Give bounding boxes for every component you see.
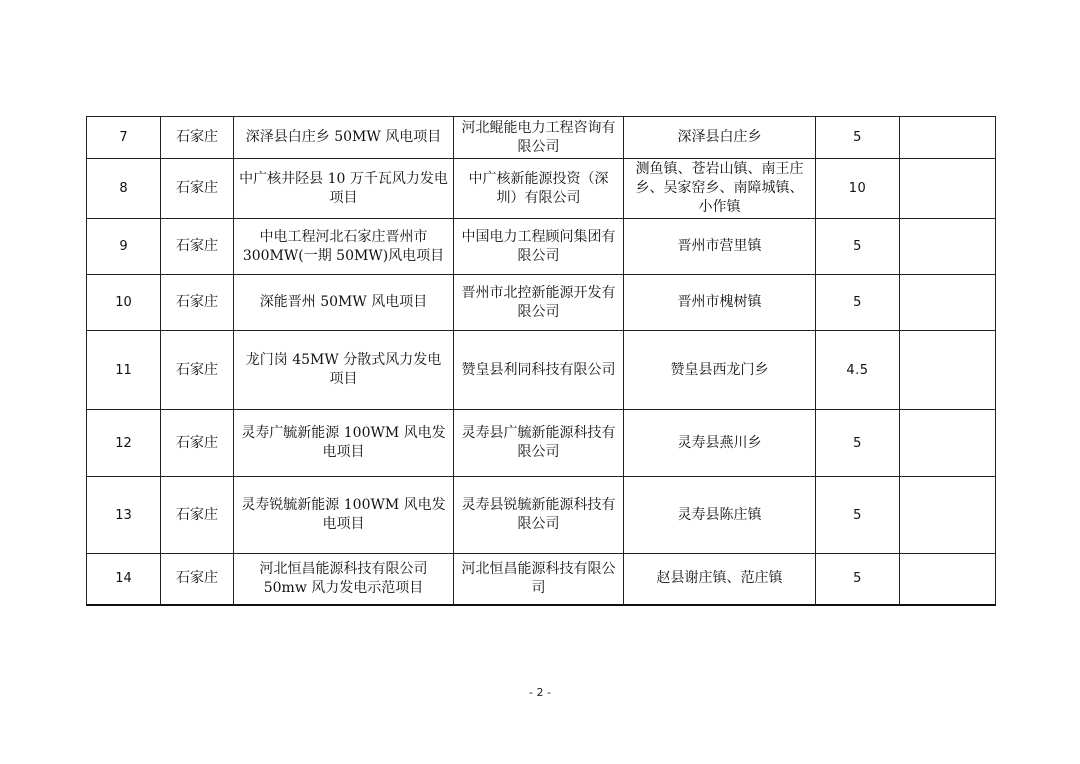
note-cell [900, 219, 996, 275]
capacity-cell: 10 [816, 159, 900, 219]
company-cell: 中国电力工程顾问集团有限公司 [454, 219, 624, 275]
table-row [87, 410, 996, 477]
table-row [87, 159, 996, 219]
project-name-cell: 深泽县白庄乡 50MW 风电项目 [234, 117, 454, 159]
table-row [87, 275, 996, 331]
city-cell: 石家庄 [161, 331, 234, 410]
project-name-cell: 河北恒昌能源科技有限公司 50mw 风力发电示范项目 [234, 554, 454, 605]
company-cell: 灵寿县广毓新能源科技有限公司 [454, 410, 624, 477]
row-number: 11 [87, 331, 161, 410]
row-number: 9 [87, 219, 161, 275]
location-cell: 赵县谢庄镇、范庄镇 [624, 554, 816, 605]
project-name-cell: 灵寿锐毓新能源 100WM 风电发电项目 [234, 477, 454, 554]
table-row [87, 219, 996, 275]
note-cell [900, 331, 996, 410]
company-cell: 赞皇县利同科技有限公司 [454, 331, 624, 410]
company-cell: 灵寿县锐毓新能源科技有限公司 [454, 477, 624, 554]
city-cell: 石家庄 [161, 275, 234, 331]
company-cell: 晋州市北控新能源开发有限公司 [454, 275, 624, 331]
table-row [87, 117, 996, 159]
capacity-cell: 5 [816, 554, 900, 605]
location-cell: 晋州市营里镇 [624, 219, 816, 275]
note-cell [900, 159, 996, 219]
city-cell: 石家庄 [161, 477, 234, 554]
row-number: 7 [87, 117, 161, 159]
project-name-cell: 灵寿广毓新能源 100WM 风电发电项目 [234, 410, 454, 477]
row-number: 14 [87, 554, 161, 605]
capacity-cell: 5 [816, 219, 900, 275]
location-cell: 赞皇县西龙门乡 [624, 331, 816, 410]
company-cell: 中广核新能源投资（深圳）有限公司 [454, 159, 624, 219]
company-cell: 河北恒昌能源科技有限公司 [454, 554, 624, 605]
project-name-cell: 深能晋州 50MW 风电项目 [234, 275, 454, 331]
capacity-cell: 4.5 [816, 331, 900, 410]
table-row [87, 331, 996, 410]
row-number: 12 [87, 410, 161, 477]
project-table [86, 116, 996, 606]
city-cell: 石家庄 [161, 554, 234, 605]
capacity-cell: 5 [816, 477, 900, 554]
note-cell [900, 477, 996, 554]
note-cell [900, 117, 996, 159]
note-cell [900, 410, 996, 477]
location-cell: 灵寿县燕川乡 [624, 410, 816, 477]
table-row [87, 477, 996, 554]
capacity-cell: 5 [816, 410, 900, 477]
city-cell: 石家庄 [161, 219, 234, 275]
note-cell [900, 554, 996, 605]
page-number: - 2 - [529, 686, 551, 699]
capacity-cell: 5 [816, 275, 900, 331]
row-number: 10 [87, 275, 161, 331]
note-cell [900, 275, 996, 331]
city-cell: 石家庄 [161, 117, 234, 159]
location-cell: 晋州市槐树镇 [624, 275, 816, 331]
row-number: 13 [87, 477, 161, 554]
location-cell: 灵寿县陈庄镇 [624, 477, 816, 554]
company-cell: 河北鲲能电力工程咨询有限公司 [454, 117, 624, 159]
project-name-cell: 中电工程河北石家庄晋州市 300MW(一期 50MW)风电项目 [234, 219, 454, 275]
project-name-cell: 中广核井陉县 10 万千瓦风力发电项目 [234, 159, 454, 219]
capacity-cell: 5 [816, 117, 900, 159]
location-cell: 测鱼镇、苍岩山镇、南王庄乡、吴家窑乡、南障城镇、小作镇 [624, 159, 816, 219]
city-cell: 石家庄 [161, 159, 234, 219]
location-cell: 深泽县白庄乡 [624, 117, 816, 159]
project-name-cell: 龙门岗 45MW 分散式风力发电项目 [234, 331, 454, 410]
table-row [87, 554, 996, 605]
row-number: 8 [87, 159, 161, 219]
city-cell: 石家庄 [161, 410, 234, 477]
